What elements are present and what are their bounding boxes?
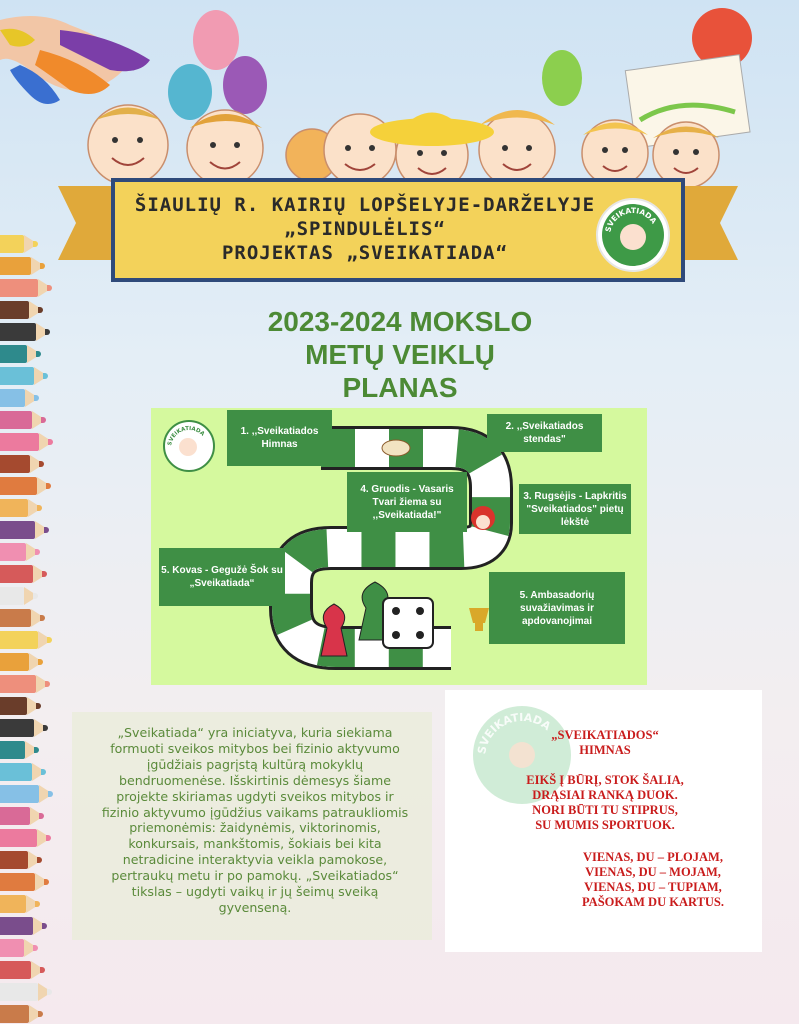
sveikatiada-logo [596, 198, 670, 272]
pencil-icon [0, 433, 39, 451]
hymn-verse-line-2: DRĄSIAI RANKĄ DUOK. [532, 788, 678, 802]
step-2-bubble: 2. ,,Sveikatiados stendas" [487, 414, 602, 452]
hymn-title-1: „SVEIKATIADOS“ [551, 728, 659, 742]
pencil-icon [0, 257, 31, 275]
title-line-1: 2023-2024 MOKSLO [267, 306, 533, 337]
banner-line-2: „SPINDULĖLIS“ [284, 218, 446, 240]
food-plate-icon [382, 440, 410, 456]
svg-text:SVEIKATIADA: SVEIKATIADA [603, 205, 659, 233]
description-text: „Sveikatiada“ yra iniciatyva, kuria siekiama formuoti sveikos mitybos bei fizinio aktyvumo įgūdžiais pagrįstą kultūrą mokyklų bendruomenėse. Išskirtinis dėmesys šiame projekte skiriamas ugdyti sveikos mitybos ir fizinio aktyvumo įgūdžius vaikams patraukliomis priemonėmis: žaidynėmis, viktorinomis, konkursais, mankštomis, šokiais bei kita netradicine interaktyvia veikla pamokose, pertraukų metu ir po pamokų. „Sveikatiados“ tikslas – ugdyti vaikų ir jų šeimų sveiką gyvenseną. [101, 725, 409, 915]
trophy-icon [469, 608, 489, 623]
step-4-bubble: 4. Gruodis - Vasaris Tvari žiema su ,,Sveikatiada!" [347, 472, 467, 532]
hymn-verse-line-4: SU MUMIS SPORTUOK. [535, 818, 675, 832]
title-line-2: METŲ VEIKLŲ [305, 339, 495, 370]
svg-text:SVEIKATIADA: SVEIKATIADA [475, 710, 554, 756]
pencil-icon [0, 983, 38, 1001]
colored-pencils-decoration [0, 235, 62, 1024]
pencil-icon [0, 587, 24, 605]
pencil-icon [0, 543, 26, 561]
pencil-icon [0, 741, 25, 759]
hymn-chorus-line-3: VIENAS, DU – TUPIAM, [584, 880, 722, 894]
pencil-icon [0, 499, 28, 517]
step-1-bubble: 1. ,,Sveikatiados Himnas [227, 410, 332, 466]
pencil-icon [0, 477, 37, 495]
pencil-icon [0, 235, 24, 253]
children-illustration [0, 0, 799, 205]
step-5-dance-bubble: 5. Kovas - Gegužė Šok su „Sveikatiada“ [159, 548, 285, 606]
logo-ring-text [598, 200, 668, 270]
pencil-icon [0, 895, 26, 913]
pencil-icon [0, 609, 31, 627]
banner-line-3: PROJEKTAS „SVEIKATIADA“ [221, 242, 509, 264]
activity-board [151, 408, 647, 685]
step-5-ambassadors-bubble: 5. Ambasadorių suvažiavimas ir apdovanojimai [489, 572, 625, 644]
board-logo [163, 420, 215, 472]
dice-icon [383, 598, 433, 648]
pencil-icon [0, 301, 29, 319]
hymn-title-2: HIMNAS [579, 743, 631, 757]
pencil-icon [0, 939, 24, 957]
hymn-chorus-line-2: VIENAS, DU – MOJAM, [585, 865, 721, 879]
hymn-verse-line-1: EIKŠ Į BŪRĮ, STOK ŠALIA, [526, 773, 684, 787]
pencil-icon [0, 279, 38, 297]
pencil-icon [0, 807, 30, 825]
pencil-icon [0, 675, 36, 693]
pencil-icon [0, 521, 35, 539]
hymn-card [445, 690, 762, 952]
pencil-icon [0, 323, 36, 341]
pencil-icon [0, 411, 32, 429]
svg-text:SVEIKATIADA: SVEIKATIADA [167, 425, 206, 447]
balloon-icon [542, 50, 582, 106]
pencil-icon [0, 785, 39, 803]
pencil-icon [0, 345, 27, 363]
pencil-icon [0, 389, 25, 407]
pencil-icon [0, 653, 29, 671]
hymn-chorus-line-1: VIENAS, DU – PLOJAM, [583, 850, 723, 864]
pencil-icon [0, 917, 33, 935]
pencil-icon [0, 763, 32, 781]
painted-hand-icon [0, 16, 150, 104]
balloon-icon [168, 64, 212, 120]
pencil-icon [0, 719, 34, 737]
pencil-icon [0, 851, 28, 869]
pencil-icon [0, 829, 37, 847]
hymn-verse-line-3: NORI BŪTI TU STIPRUS, [532, 803, 678, 817]
balloon-icon [223, 56, 267, 114]
balloon-icon [193, 10, 239, 70]
title-line-3: PLANAS [342, 372, 458, 403]
step-3-bubble: 3. Rugsėjis - Lapkritis "Sveikatiados" pietų lėkštė [519, 484, 631, 534]
pencil-icon [0, 565, 33, 583]
pencil-icon [0, 961, 31, 979]
banner-line-1: ŠIAULIŲ R. KAIRIŲ LOPŠELYJE-DARŽELYJE [134, 194, 596, 216]
page-title [150, 305, 650, 404]
pencil-icon [0, 697, 27, 715]
pencil-icon [0, 631, 38, 649]
pencil-icon [0, 367, 34, 385]
hymn-chorus-line-4: PAŠOKAM DU KARTUS. [581, 895, 725, 909]
pencil-icon [0, 455, 30, 473]
pencil-icon [0, 1005, 29, 1023]
pencil-icon [0, 873, 35, 891]
